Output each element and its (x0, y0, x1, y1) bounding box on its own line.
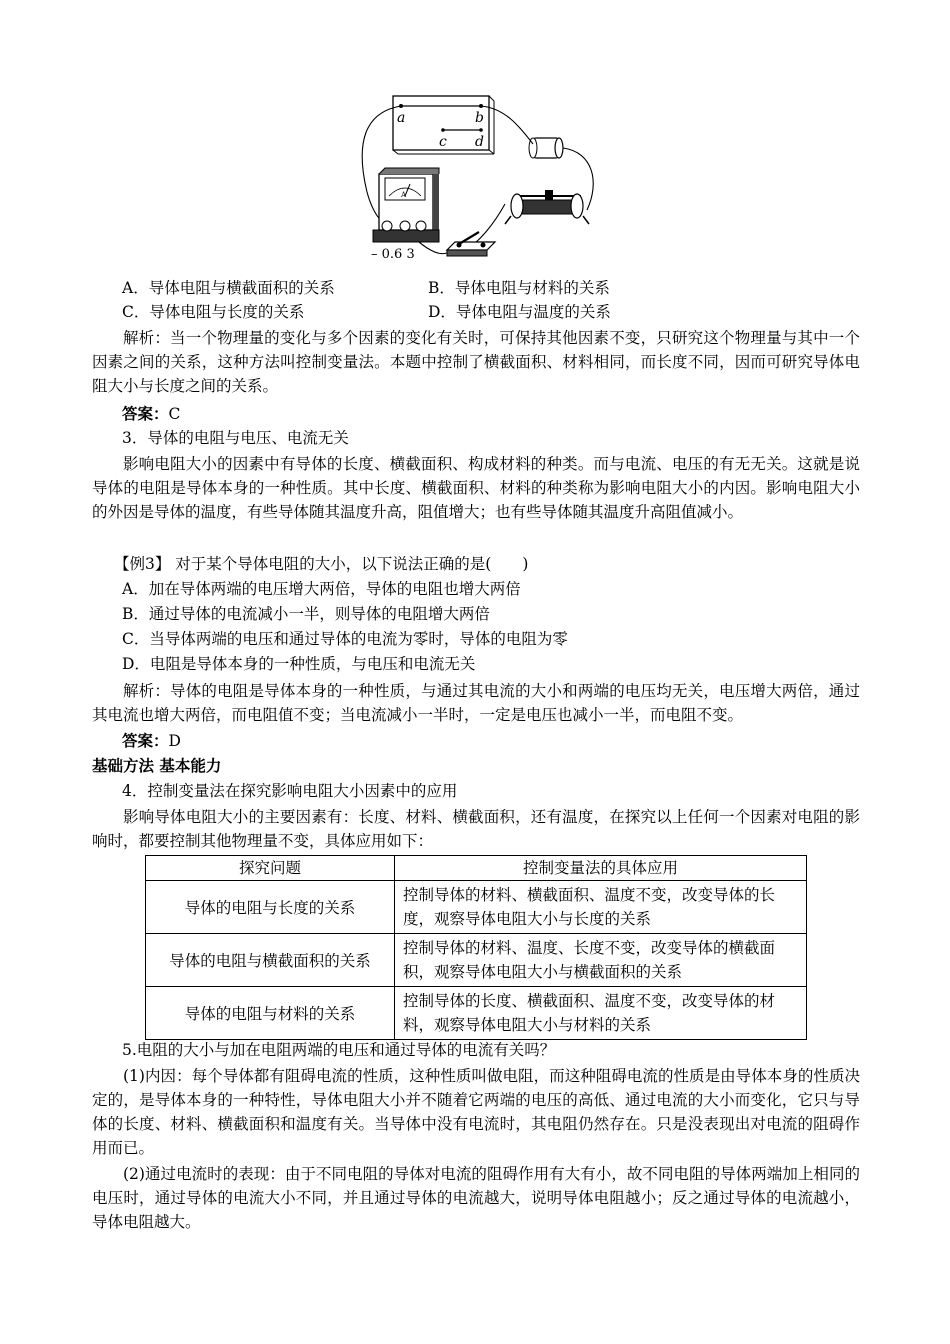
table-cell: 控制导体的材料、温度、长度不变，改变导体的横截面积，观察导体电阻大小与横截面积的关系 (395, 934, 807, 987)
table-row (146, 987, 807, 1040)
section-heading: 基础方法 基本能力 (92, 756, 222, 775)
rheostat-icon (505, 190, 589, 224)
ex2-answer-label: 答案： (122, 404, 169, 423)
ex3-option-d: D．电阻是导体本身的一种性质，与电压和电流无关 (122, 655, 476, 673)
table-cell: 控制导体的材料、横截面积、温度不变，改变导体的长度，观察导体电阻大小与长度的关系 (395, 881, 807, 934)
resistance-board (393, 96, 494, 154)
sec5-paragraph-1: (1)内因：每个导体都有阻碍电流的性质，这种性质叫做电阻，而这种阻碍电流的性质是由导体本身的性质决定的，是导体本身的一种特性，导体电阻大小并不随着它两端的电压的高低、通过电流的大小而变化，它只与导体的长度、材料、横截面积和温度有关。当导体中没有电流时，其电阻仍然存在。只是没表现出对电流的阻碍作用而已。 (92, 1067, 860, 1157)
ex2-option-b: B．导体电阻与材料的关系 (428, 279, 610, 297)
sec4-text: 影响导体电阻大小的主要因素有：长度、材料、横截面积，还有温度，在探究以上任何一个因素对电阻的影响时，都要控制其他物理量不变，具体应用如下： (92, 808, 860, 850)
ex3-analysis: 解析：导体的电阻是导体本身的一种性质，与通过其电流的大小和两端的电压均无关，电压增大两倍，通过其电流也增大两倍，而电阻值不变；当电流减小一半时，一定是电压也减小一半，而电阻不变。 (92, 682, 860, 724)
ex2-answer (122, 404, 180, 424)
table-cell: 导体的电阻与横截面积的关系 (146, 934, 395, 987)
table-header: 控制变量法的具体应用 (395, 856, 807, 881)
ex3-option-a: A．加在导体两端的电压增大两倍，导体的电阻也增大两倍 (122, 580, 521, 598)
table-row (146, 881, 807, 934)
sec3-text: 影响电阻大小的因素中有导体的长度、横截面积、构成材料的种类。而与电流、电压的有无无关。这就是说导体的电阻是导体本身的一种性质。其中长度、横截面积、材料的种类称为影响电阻大小的内因。影响电阻大小的外因是导体的温度，有些导体随其温度升高，阻值增大；也有些导体随其温度升高阻值减小。 (92, 455, 860, 521)
sec3-title: 3．导体的电阻与电压、电流无关 (122, 429, 349, 447)
ex3-title: 【例3】 对于某个导体电阻的大小，以下说法正确的是( ) (114, 555, 529, 573)
ex3-answer (122, 731, 181, 751)
svg-text:A: A (401, 191, 407, 199)
sec5-paragraph-2: (2)通过电流时的表现：由于不同电阻的导体对电流的阻碍作用有大有小，故不同电阻的导体两端加上相同的电压时，通过导体的电流大小不同，并且通过导体的电流越大，说明导体电阻越小；反之通过导体的电流越小，导体电阻越大。 (92, 1165, 860, 1231)
ex3-answer-label: 答案： (122, 731, 169, 750)
ex2-option-a: A．导体电阻与横截面积的关系 (122, 279, 335, 297)
table-header-row (146, 856, 807, 881)
switch-icon (447, 232, 495, 256)
meter-terminal-labels: – 0.6 3 (371, 247, 415, 262)
ex3-answer-value: D (168, 732, 181, 750)
table-cell: 导体的电阻与长度的关系 (146, 881, 395, 934)
ex2-option-d: D．导体电阻与温度的关系 (428, 303, 611, 321)
battery-icon (529, 138, 563, 158)
ex3-option-c: C．当导体两端的电压和通过导体的电流为零时，导体的电阻为零 (122, 630, 568, 648)
circuit-figure (355, 92, 615, 270)
sec5-title: 5.电阻的大小与加在电阻两端的电压和通过导体的电流有关吗？ (122, 1041, 556, 1059)
label-b: b (475, 110, 484, 126)
ex3-option-b: B．通过导体的电流减小一半，则导体的电阻增大两倍 (122, 605, 490, 623)
table-cell: 控制导体的长度、横截面积、温度不变，改变导体的材料，观察导体电阻大小与材料的关系 (395, 987, 807, 1040)
table-cell: 导体的电阻与材料的关系 (146, 987, 395, 1040)
ex2-option-c: C．导体电阻与长度的关系 (122, 303, 305, 321)
sec4-title: 4．控制变量法在探究影响电阻大小因素中的应用 (122, 782, 458, 800)
table-header: 探究问题 (146, 856, 395, 881)
ex2-analysis: 解析：当一个物理量的变化与多个因素的变化有关时，可保持其他因素不变，只研究这个物理量与其中一个因素之间的关系，这种方法叫控制变量法。本题中控制了横截面积、材料相同，而长度不同，因而可研究导体电阻大小与长度之间的关系。 (92, 329, 860, 395)
table-row (146, 934, 807, 987)
ammeter-icon (373, 168, 439, 242)
control-variable-table (145, 855, 807, 1040)
ex2-answer-value: C (168, 405, 181, 423)
label-a: a (397, 110, 406, 126)
label-c: c (439, 134, 447, 150)
label-d: d (475, 134, 484, 150)
